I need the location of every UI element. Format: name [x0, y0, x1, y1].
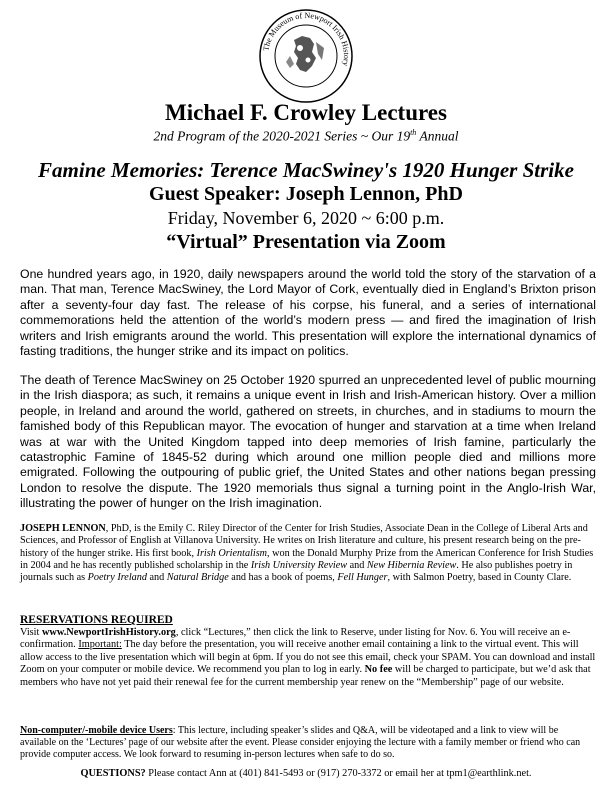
lecture-title: Famine Memories: Terence MacSwiney's 1920 Hunger Strike [38, 158, 574, 182]
svg-text:The Museum of Newport Irish Hi: The Museum of Newport Irish History [261, 10, 352, 67]
speaker-bio: JOSEPH LENNON, PhD, is the Emily C. Riley Director of the Center for Irish Studies, Associate Dean in the College of Liberal Arts and Sciences, and Professor of English at Villanova University. He writes on Irish literature and culture, his present research being on the pre-history of the hunger strike. His first book, Irish Orientalism, won the Donald Murphy Prize from the American Conference for Irish Studies in 2004 and he has recently published scholarship in the Irish University Review and New Hibernia Review. He also publishes poetry in journals such as Poetry Ireland and Natural Bridge and has a book of poems, Fell Hunger, with Salmon Poetry, based in County Clare. [20, 523, 594, 584]
reservations-heading: RESERVATIONS REQUIRED [20, 614, 173, 626]
speaker-line: Guest Speaker: Joseph Lennon, PhD [149, 183, 463, 205]
history-paragraph: The death of Terence MacSwiney on 25 October 1920 spurred an unprecedented level of public mourning in the Irish diaspora; as such, it remains a unique event in Irish and Irish-American history. Over a million people, in Ireland and around the world, gathered on streets, in churches, and in stadiums to mourn the famished body of this Republican mayor. The evocation of hunger and starvation at a time when Ireland was at war with the United Kingdom tapped into deep memories of Irish famine, particularly the catastrophic Famine of 1845-52 during which around one million people died and millions more emigrated. Following the outpouring of public grief, the United States and other nations began pressing London to resolve the dispute. The 1920 memorials thus signal a turning point in the Anglo-Irish War, illustrating the power of hunger on the Irish imagination. [20, 373, 596, 511]
reservations-text: Visit www.NewportIrishHistory.org, click “Lectures,” then click the link to Reserve, under listing for Nov. 6. You will receive an e-confirmation. Important: The day before the presentation, you will receive another email containing a link to the virtual event. This will allow access to the live presentation which will begin at 6pm. If you do not see this email, check your SPAM. You can download and install Zoom on your computer or mobile device. We recommend you plan to log in early. No fee will be charged to participate, but we’d ask that members who have not yet paid their renewal fee for the current membership year renew on the “Membership” page of our website. [20, 626, 596, 688]
page-title: Michael F. Crowley Lectures [165, 100, 447, 125]
questions-contact: QUESTIONS? Please contact Ann at (401) 841-5493 or (917) 270-3372 or email her at tpm1@earthlink.net. [80, 768, 532, 779]
event-datetime: Friday, November 6, 2020 ~ 6:00 p.m. [167, 208, 445, 228]
non-computer-note: Non-computer/-mobile device Users: This lecture, including speaker’s slides and Q&A, will be videotaped and a link to view will be available on the ‘Lectures’ page of our website after the event. Please consider enjoying the lecture with a family member or friend who can provide computer access. We look forward to resuming in-person lectures when safe to do so. [20, 725, 581, 761]
museum-seal-icon [256, 8, 356, 104]
intro-paragraph: One hundred years ago, in 1920, daily newspapers around the world told the story of the starvation of a man. That man, Terence MacSwiney, the Lord Mayor of Cork, eventually died in England’s Brixton prison after a seventy-four day fast. The release of his corpse, his funeral, and a series of international commemorations held the attention of the world’s modern press — and fired the imagination of Irish writers and Irish emigrants around the world. This presentation will explore the international dynamics of fasting traditions, the hunger strike and its impact on politics. [20, 267, 596, 359]
event-format: “Virtual” Presentation via Zoom [166, 231, 446, 253]
website-link[interactable]: www.NewportIrishHistory.org [41, 626, 176, 638]
program-subtitle: 2nd Program of the 2020-2021 Series ~ Our 19th Annual [153, 128, 459, 144]
reservations-section [20, 614, 596, 689]
